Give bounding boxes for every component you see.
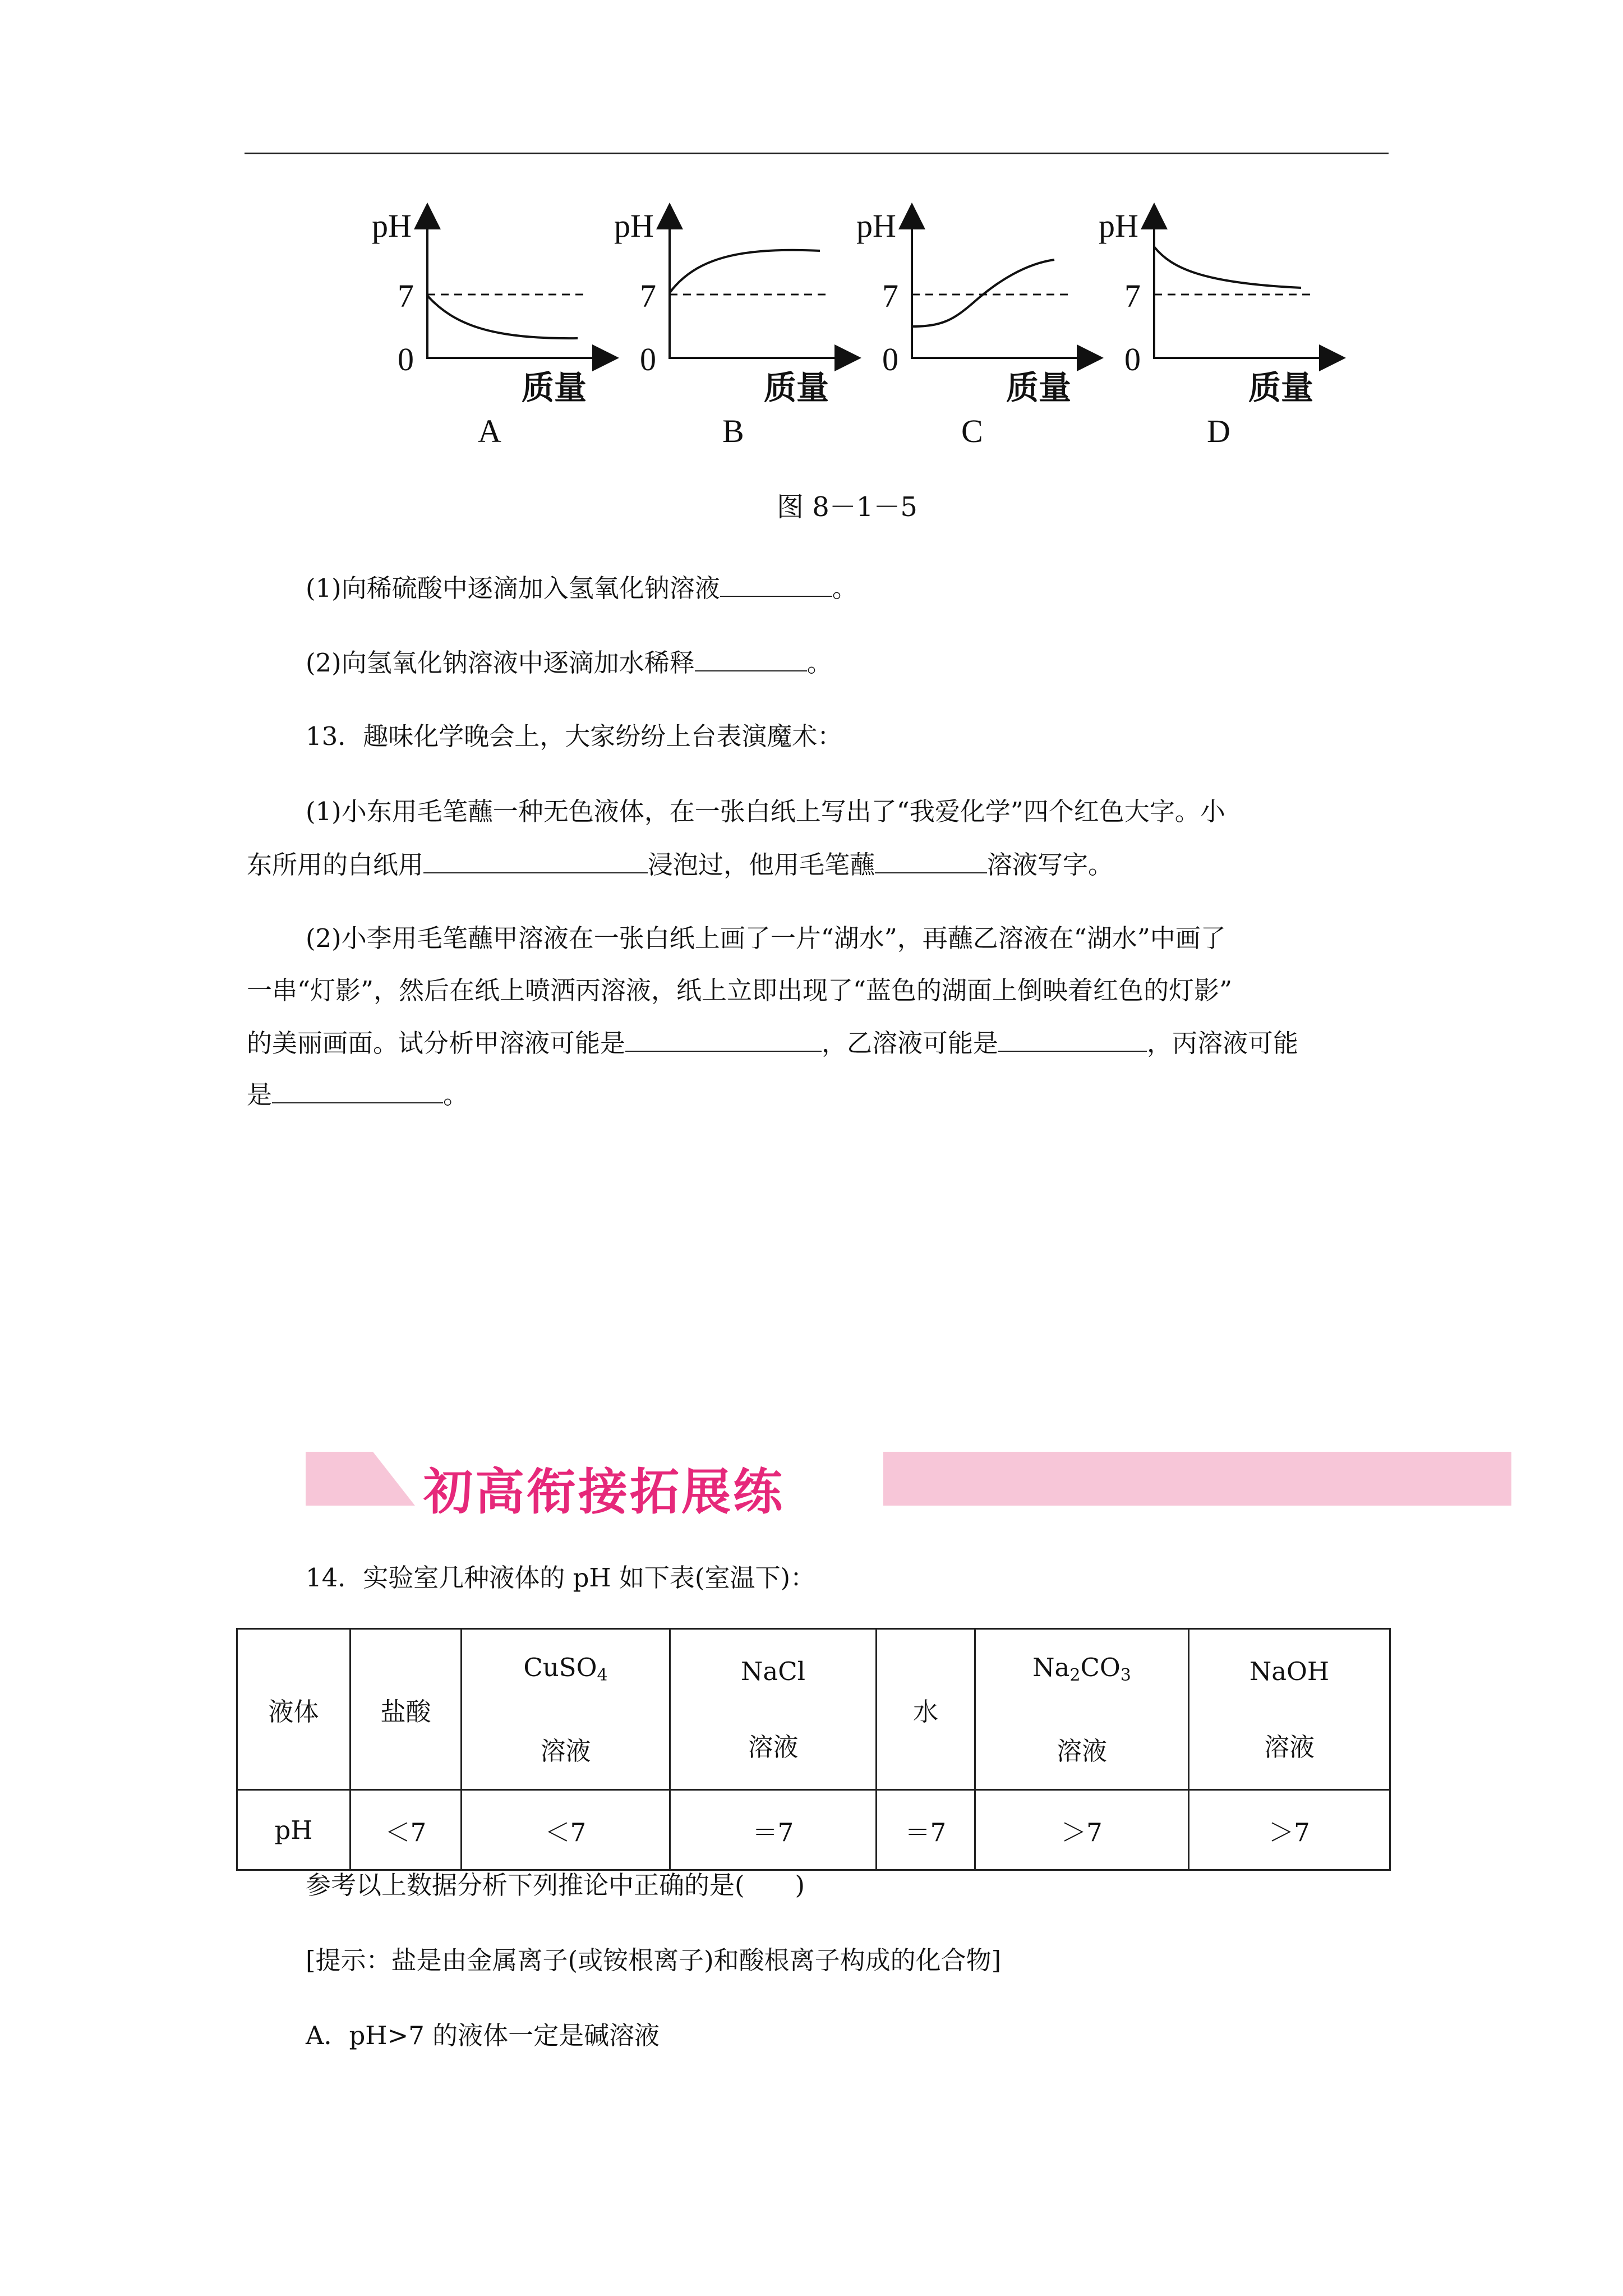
q14-question: 参考以上数据分析下列推论中正确的是( ) <box>306 1870 805 1900</box>
q12-item2: (2)向氢氧化钠溶液中逐滴加水稀释 。 <box>306 648 832 678</box>
graph-c-letter: C <box>961 413 983 449</box>
table-cell: ＝7 <box>670 1790 877 1870</box>
table-cell: ＜7 <box>351 1790 462 1870</box>
graph-a-xlabel: 质量 <box>522 369 587 407</box>
graph-d-origin: 0 <box>1124 341 1141 378</box>
ph-table <box>236 1628 1391 1871</box>
table-cell: 液体 <box>237 1629 351 1790</box>
graph-a-origin: 0 <box>398 341 414 378</box>
figure-caption: 图 8－1－5 <box>777 491 917 523</box>
table-cell: 盐酸 <box>351 1629 462 1790</box>
table-cell: 水 <box>877 1629 975 1790</box>
table-cell: NaCl 溶液 <box>670 1629 877 1790</box>
q13-p2-line2: 一串“灯影”，然后在纸上喷洒丙溶液，纸上立即出现了“蓝色的湖面上倒映着红色的灯影” <box>247 976 1233 1005</box>
graph-d-letter: D <box>1207 413 1230 449</box>
section-banner-title: 初高衔接拓展练 <box>423 1463 785 1521</box>
graph-d-ylabel: pH <box>1099 208 1138 244</box>
graph-b-letter: B <box>722 413 744 449</box>
graph-c-curve <box>912 260 1054 326</box>
table-cell: CuSO$_4$ 溶液 <box>462 1629 670 1790</box>
q13-title: 13．趣味化学晚会上，大家纷纷上台表演魔术： <box>306 721 843 751</box>
table-cell: $Na_2CO_3$ 溶液 <box>975 1629 1189 1790</box>
graph-a-mark7: 7 <box>398 278 414 314</box>
graph-b-xlabel: 质量 <box>764 369 829 407</box>
q14-hint: [提示：盐是由金属离子(或铵根离子)和酸根离子构成的化合物] <box>306 1945 1002 1975</box>
q13-p1-line1: (1)小东用毛笔蘸一种无色液体，在一张白纸上写出了“我爱化学”四个红色大字。小 <box>306 797 1225 826</box>
graph-b-mark7: 7 <box>640 278 656 314</box>
graph-c-ylabel: pH <box>856 208 896 244</box>
table-cell: NaOH 溶液 <box>1189 1629 1390 1790</box>
q14-title: 14．实验室几种液体的 pH 如下表(室温下)： <box>306 1563 816 1593</box>
q13-p1-line2: 东所用的白纸用 浸泡过，他用毛笔蘸 溶液写字。 <box>247 850 1114 880</box>
graph-d-curve <box>1154 247 1301 288</box>
q13-p2-line3: 的美丽画面。试分析甲溶液可能是 ，乙溶液可能是 ，丙溶液可能 <box>247 1028 1299 1058</box>
graph-b-curve <box>670 250 820 293</box>
graph-a-curve <box>427 296 578 338</box>
graph-c-origin: 0 <box>882 341 898 378</box>
graph-d-xlabel: 质量 <box>1248 369 1314 407</box>
graph-a-ylabel: pH <box>372 208 412 244</box>
table-cell: ＜7 <box>462 1790 670 1870</box>
table-cell: pH <box>237 1790 351 1870</box>
graph-d-mark7: 7 <box>1124 278 1141 314</box>
graph-c-xlabel: 质量 <box>1006 369 1072 407</box>
table-cell: ＞7 <box>975 1790 1189 1870</box>
table-row <box>237 1790 1390 1870</box>
q13-p2-line1: (2)小李用毛笔蘸甲溶液在一张白纸上画了一片“湖水”，再蘸乙溶液在“湖水”中画了 <box>306 923 1226 953</box>
q13-p2-line4: 是 。 <box>247 1080 469 1110</box>
graph-a-letter: A <box>478 413 501 449</box>
table-row <box>237 1629 1390 1790</box>
q12-item1: (1)向稀硫酸中逐滴加入氢氧化钠溶液 。 <box>306 573 857 603</box>
q14-option-a: A．pH>7 的液体一定是碱溶液 <box>306 2021 660 2050</box>
graph-c-mark7: 7 <box>882 278 898 314</box>
table-cell: ＝7 <box>877 1790 975 1870</box>
table-cell: ＞7 <box>1189 1790 1390 1870</box>
graph-b-origin: 0 <box>640 341 656 378</box>
graph-b-ylabel: pH <box>614 208 654 244</box>
